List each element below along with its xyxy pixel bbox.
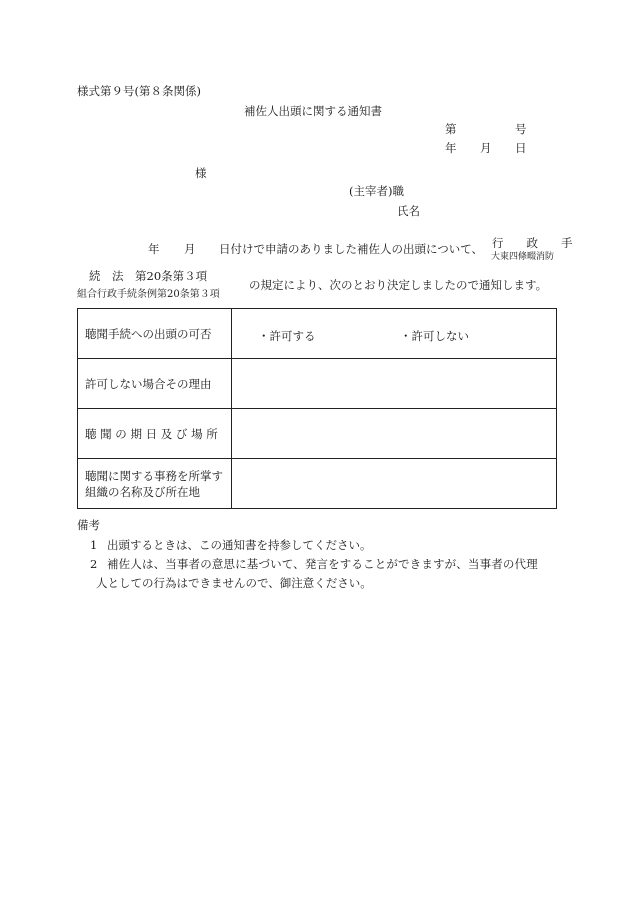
body-date-year: 年	[148, 242, 160, 256]
note-2-continuation: 人としての行為はできませんので、御注意ください。	[96, 576, 372, 590]
table-row	[78, 309, 557, 359]
row-label-organization	[78, 459, 232, 509]
table-row	[78, 359, 557, 409]
note-2-text: 補佐人は、当事者の意思に基づいて、発言をすることができますが、当事者の代理	[107, 557, 538, 571]
form-number: 様式第９号(第８条関係)	[77, 84, 201, 98]
number-suffix: 号	[515, 122, 527, 136]
date-month: 月	[480, 141, 492, 155]
law-line-b: 組合行政手続条例第20条第３項	[77, 289, 220, 300]
number-prefix: 第	[445, 122, 457, 136]
law-line-a: 続 法 第20条第３項	[89, 269, 208, 283]
body-conclusion: の規定により、次のとおり決定しましたので通知します。	[249, 278, 548, 292]
addressee-sama: 様	[195, 166, 207, 180]
row-label-attendance: 聴聞手続への出頭の可否	[78, 309, 232, 359]
option-deny[interactable]: ・許可しない	[400, 328, 469, 343]
notes-title: 備考	[77, 518, 100, 532]
option-permit[interactable]: ・許可する	[258, 328, 316, 343]
note-2-num: 2	[90, 557, 98, 571]
issuer-role: (主宰者)職	[349, 184, 404, 198]
body-date-month: 月	[184, 242, 196, 256]
issuer-name: 氏名	[397, 204, 420, 218]
table-row	[78, 409, 557, 459]
document-title: 補佐人出頭に関する通知書	[244, 104, 382, 118]
body-date-suffix: 日付けで申請のありました補佐人の出頭について、	[219, 242, 484, 256]
date-year: 年	[445, 141, 457, 155]
row-label-date-place: 聴 聞 の 期 日 及 び 場 所	[78, 409, 232, 459]
date-day: 日	[515, 141, 527, 155]
row-value-attendance	[232, 309, 557, 359]
note-1-text: 出頭するときは、この通知書を持参してください。	[107, 538, 372, 552]
law-name-top: 行 政 手	[492, 236, 573, 250]
note-1-num: 1	[90, 538, 98, 552]
law-name-top-sub: 大東四條畷消防	[491, 252, 555, 262]
row-label-reason: 許可しない場合その理由	[78, 359, 232, 409]
row-label-organization-line1: 聴聞に関する事務を所掌す	[85, 468, 223, 483]
row-label-organization-line2: 組織の名称及び所在地	[85, 484, 200, 499]
row-value-organization[interactable]	[232, 459, 557, 509]
table-row	[78, 459, 557, 509]
decision-table	[77, 308, 557, 509]
row-value-reason[interactable]	[232, 359, 557, 409]
row-value-date-place[interactable]	[232, 409, 557, 459]
